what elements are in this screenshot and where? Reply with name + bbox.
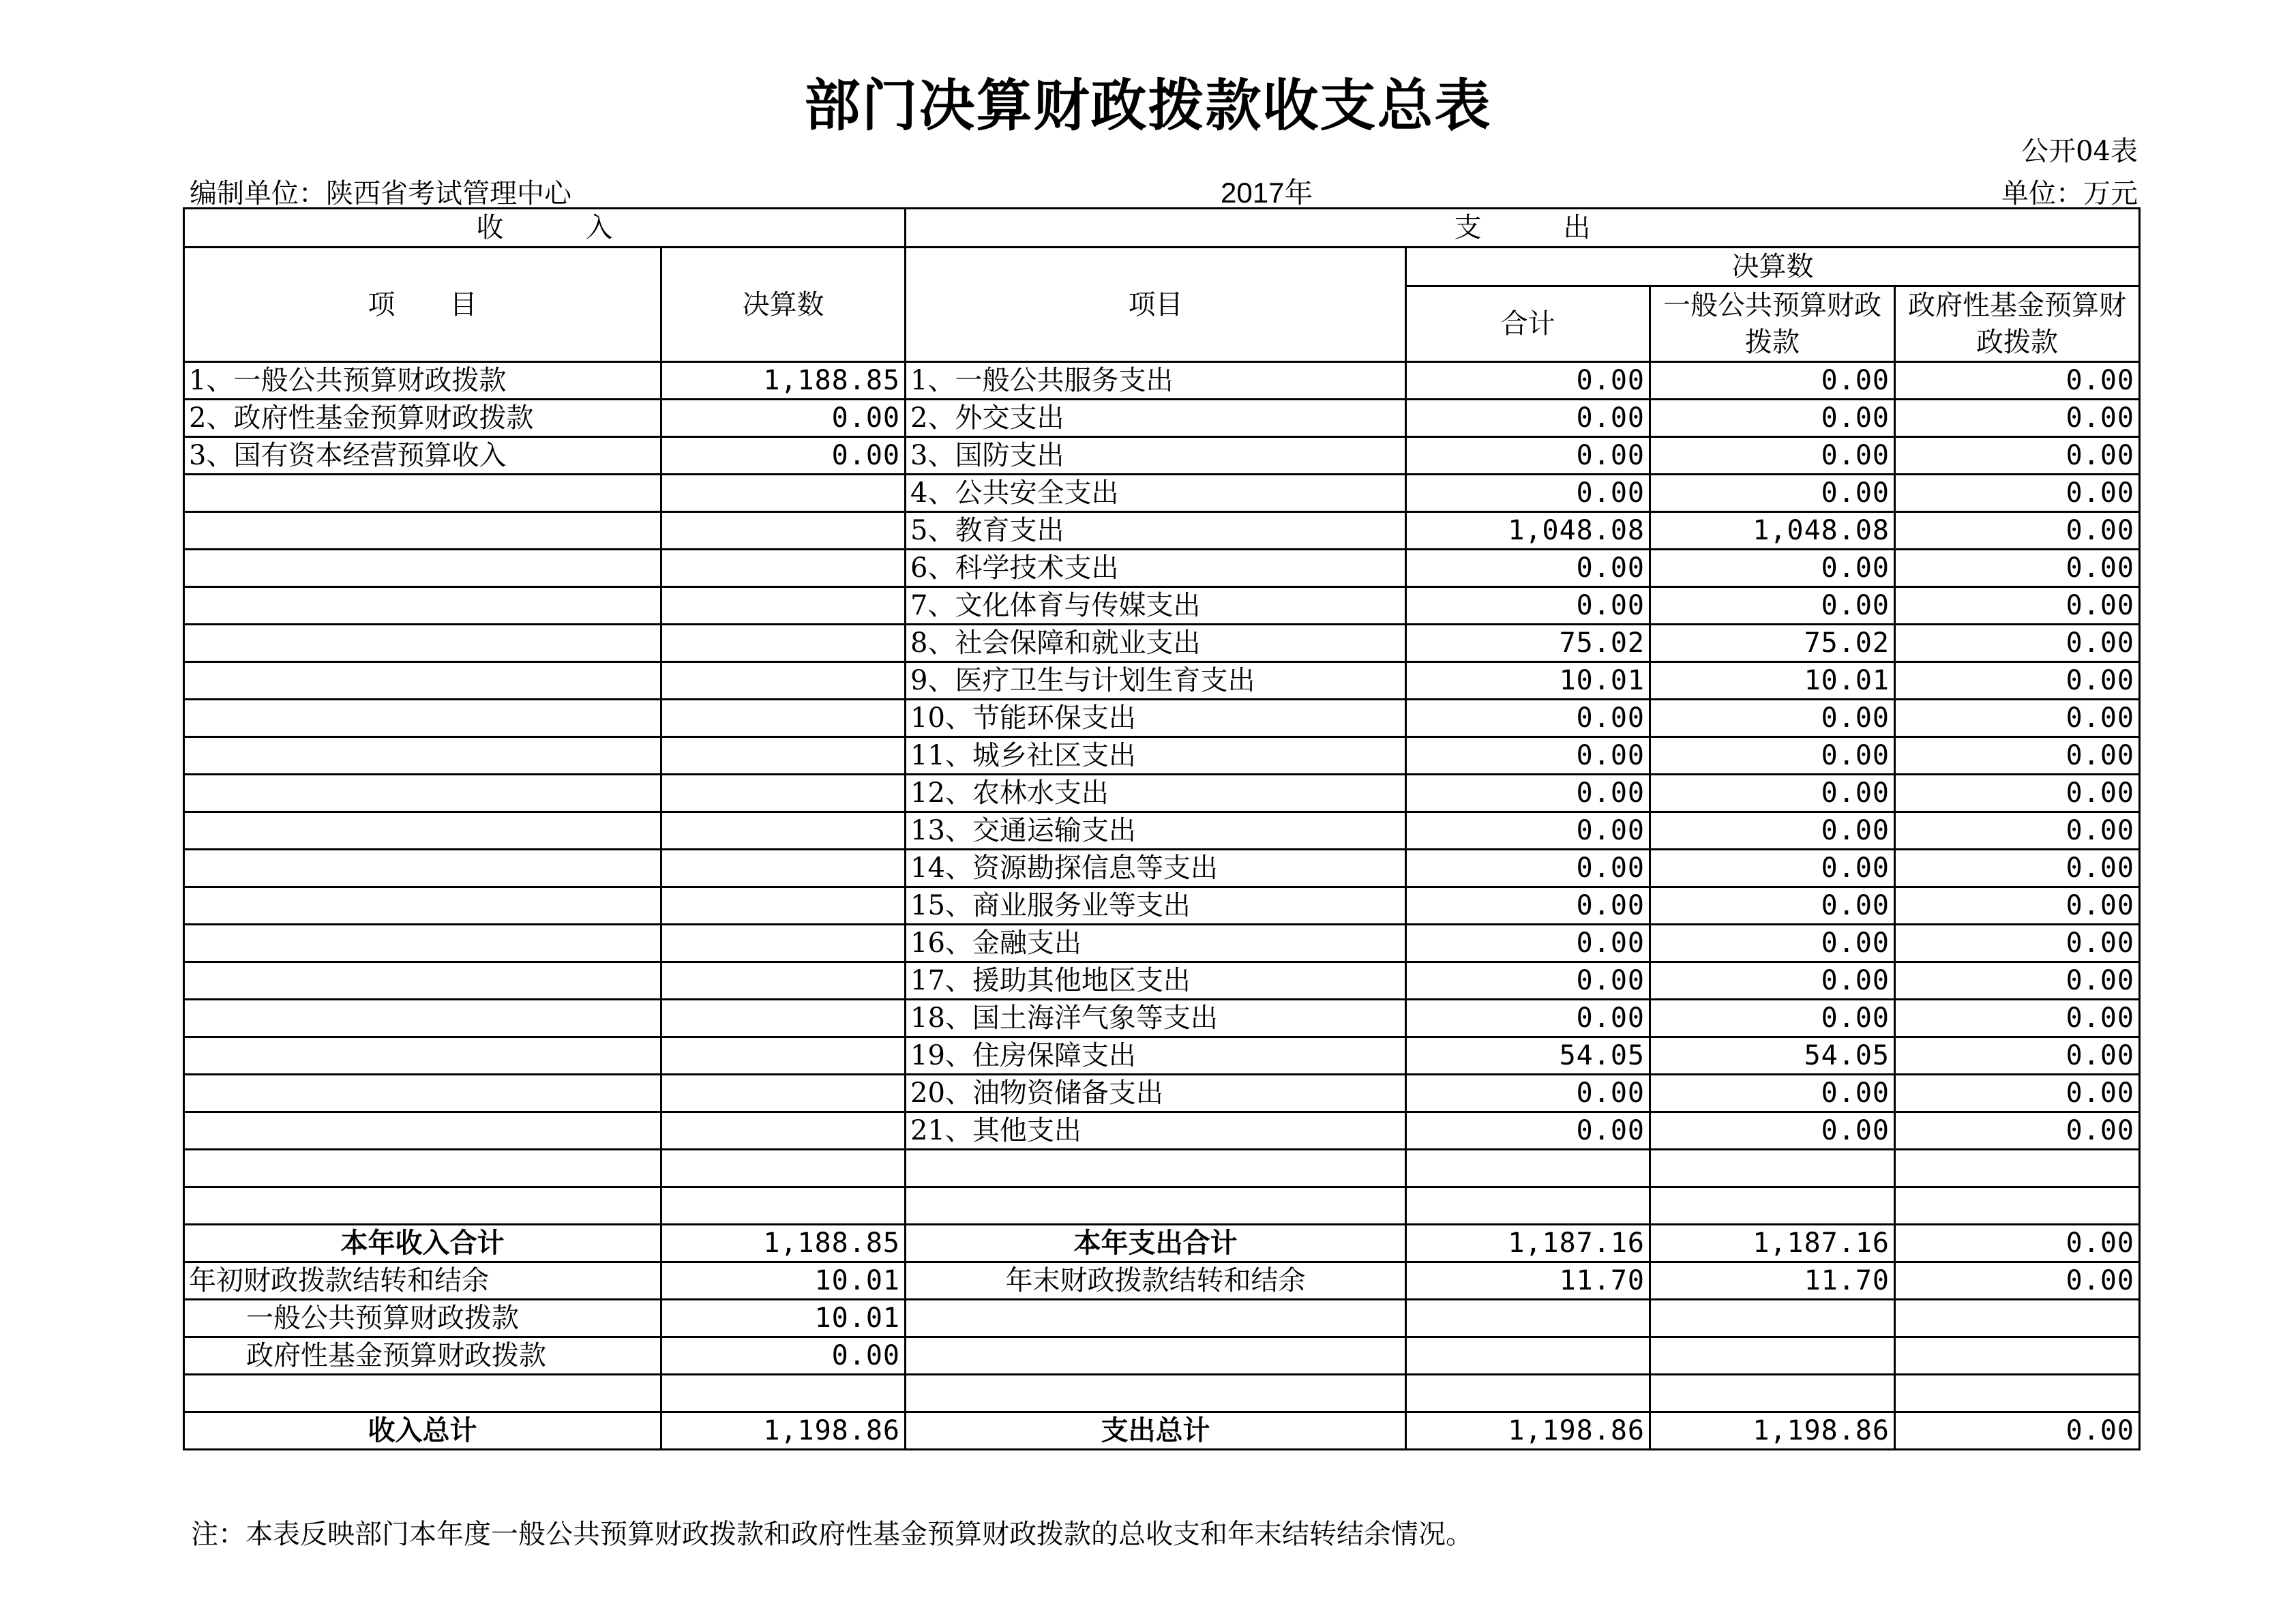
footnote: 注：本表反映部门本年度一般公共预算财政拨款和政府性基金预算财政拨款的总收支和年末结转结余情况。	[191, 1519, 1473, 1550]
begin-fund-label: 政府性基金预算财政拨款	[184, 1337, 661, 1375]
end-carryover-fund: 0.00	[1895, 1262, 2140, 1300]
expense-total: 0.00	[1406, 550, 1650, 587]
expense-header: 支 出	[906, 209, 2140, 248]
expense-item: 10、节能环保支出	[906, 700, 1406, 737]
expense-general	[1650, 1150, 1895, 1187]
expense-fund: 0.00	[1895, 1075, 2140, 1112]
income-value	[661, 625, 906, 662]
begin-fund-row	[184, 1337, 2140, 1375]
expense-total: 0.00	[1406, 1000, 1650, 1037]
income-item	[184, 512, 661, 550]
income-value: 1,188.85	[661, 362, 906, 400]
expense-fund: 0.00	[1895, 887, 2140, 925]
table-row	[184, 400, 2140, 437]
income-item	[184, 662, 661, 700]
blank-row	[184, 1375, 2140, 1412]
expense-item: 12、农林水支出	[906, 775, 1406, 812]
year-expense-fund: 0.00	[1895, 1225, 2140, 1262]
income-value	[661, 1000, 906, 1037]
income-item: 3、国有资本经营预算收入	[184, 437, 661, 475]
income-value	[661, 887, 906, 925]
expense-general: 0.00	[1650, 700, 1895, 737]
expense-general: 1,048.08	[1650, 512, 1895, 550]
expense-general: 0.00	[1650, 400, 1895, 437]
income-value	[661, 1075, 906, 1112]
table-row	[184, 362, 2140, 400]
expense-item: 1、一般公共服务支出	[906, 362, 1406, 400]
empty-cell	[1650, 1337, 1895, 1375]
income-item	[184, 550, 661, 587]
expense-fund: 0.00	[1895, 587, 2140, 625]
income-value	[661, 775, 906, 812]
grand-total-row	[184, 1412, 2140, 1450]
empty-cell	[184, 1375, 661, 1412]
expense-fund: 0.00	[1895, 550, 2140, 587]
form-number: 公开04表	[2021, 136, 2138, 167]
table-row	[184, 512, 2140, 550]
carryover-row	[184, 1262, 2140, 1300]
expense-general: 0.00	[1650, 550, 1895, 587]
expense-fund: 0.00	[1895, 400, 2140, 437]
income-value: 0.00	[661, 437, 906, 475]
expense-fund	[1895, 1187, 2140, 1225]
expense-general: 0.00	[1650, 850, 1895, 887]
expense-item: 7、文化体育与传媒支出	[906, 587, 1406, 625]
income-value	[661, 850, 906, 887]
expense-total: 75.02	[1406, 625, 1650, 662]
table-row	[184, 700, 2140, 737]
expense-item: 5、教育支出	[906, 512, 1406, 550]
income-value	[661, 512, 906, 550]
income-value	[661, 925, 906, 962]
year-expense-total: 1,187.16	[1406, 1225, 1650, 1262]
expense-fund: 0.00	[1895, 625, 2140, 662]
expense-item: 6、科学技术支出	[906, 550, 1406, 587]
expense-grand-total-label: 支出总计	[906, 1412, 1406, 1450]
empty-cell	[1895, 1300, 2140, 1337]
expense-grand-total-fund: 0.00	[1895, 1412, 2140, 1450]
expense-general: 0.00	[1650, 812, 1895, 850]
expense-fund: 0.00	[1895, 962, 2140, 1000]
income-value	[661, 1112, 906, 1150]
income-item	[184, 1112, 661, 1150]
income-item	[184, 962, 661, 1000]
expense-item: 17、援助其他地区支出	[906, 962, 1406, 1000]
begin-general-row	[184, 1300, 2140, 1337]
expense-total: 0.00	[1406, 775, 1650, 812]
expense-item: 4、公共安全支出	[906, 475, 1406, 512]
begin-carryover-label: 年初财政拨款结转和结余	[184, 1262, 661, 1300]
expense-general: 54.05	[1650, 1037, 1895, 1075]
income-item	[184, 1150, 661, 1187]
expense-general: 0.00	[1650, 962, 1895, 1000]
expense-total: 0.00	[1406, 850, 1650, 887]
table-row	[184, 887, 2140, 925]
expense-general: 0.00	[1650, 1112, 1895, 1150]
header-row-1	[184, 209, 2140, 248]
expense-fund: 0.00	[1895, 437, 2140, 475]
expense-settlement-header: 决算数	[1406, 248, 2140, 286]
income-value	[661, 812, 906, 850]
table-row	[184, 925, 2140, 962]
table-row	[184, 1000, 2140, 1037]
expense-grand-total-general: 1,198.86	[1650, 1412, 1895, 1450]
income-grand-total-label: 收入总计	[184, 1412, 661, 1450]
income-value	[661, 1150, 906, 1187]
report-year: 2017年	[1221, 177, 1313, 209]
income-value	[661, 737, 906, 775]
income-value	[661, 700, 906, 737]
income-item: 2、政府性基金预算财政拨款	[184, 400, 661, 437]
table-row	[184, 962, 2140, 1000]
table-row	[184, 625, 2140, 662]
expense-item	[906, 1187, 1406, 1225]
expense-total: 0.00	[1406, 437, 1650, 475]
page-title: 部门决算财政拨款收支总表	[804, 74, 1492, 138]
empty-cell	[661, 1375, 906, 1412]
table-row	[184, 775, 2140, 812]
income-item-header: 项 目	[184, 248, 661, 362]
income-item	[184, 737, 661, 775]
compiling-unit: 编制单位：陕西省考试管理中心	[190, 178, 571, 209]
empty-cell	[1406, 1300, 1650, 1337]
fiscal-summary-table	[183, 207, 2141, 1450]
income-item	[184, 925, 661, 962]
expense-total	[1406, 1150, 1650, 1187]
expense-general: 75.02	[1650, 625, 1895, 662]
expense-grand-total: 1,198.86	[1406, 1412, 1650, 1450]
expense-fund: 0.00	[1895, 812, 2140, 850]
expense-item: 20、油物资储备支出	[906, 1075, 1406, 1112]
expense-item: 18、国土海洋气象等支出	[906, 1000, 1406, 1037]
expense-general: 0.00	[1650, 475, 1895, 512]
table-row	[184, 1187, 2140, 1225]
expense-item: 15、商业服务业等支出	[906, 887, 1406, 925]
table-row	[184, 587, 2140, 625]
currency-unit: 单位：万元	[2001, 178, 2138, 209]
expense-fund: 0.00	[1895, 775, 2140, 812]
expense-total	[1406, 1187, 1650, 1225]
income-value	[661, 662, 906, 700]
table-row	[184, 737, 2140, 775]
income-item	[184, 812, 661, 850]
header-row-2	[184, 248, 2140, 286]
income-item	[184, 1037, 661, 1075]
table-row	[184, 1037, 2140, 1075]
empty-cell	[1650, 1375, 1895, 1412]
expense-general	[1650, 1187, 1895, 1225]
income-value: 0.00	[661, 400, 906, 437]
begin-fund-value: 0.00	[661, 1337, 906, 1375]
expense-total: 0.00	[1406, 587, 1650, 625]
begin-general-label: 一般公共预算财政拨款	[184, 1300, 661, 1337]
expense-general: 0.00	[1650, 737, 1895, 775]
expense-item: 16、金融支出	[906, 925, 1406, 962]
income-item	[184, 1187, 661, 1225]
income-settlement-header: 决算数	[661, 248, 906, 362]
empty-cell	[906, 1375, 1406, 1412]
year-expense-label: 本年支出合计	[906, 1225, 1406, 1262]
expense-total: 0.00	[1406, 362, 1650, 400]
table-row	[184, 662, 2140, 700]
income-item	[184, 587, 661, 625]
expense-fund: 0.00	[1895, 850, 2140, 887]
table-row	[184, 850, 2140, 887]
expense-total: 0.00	[1406, 737, 1650, 775]
expense-item	[906, 1150, 1406, 1187]
expense-fund: 0.00	[1895, 475, 2140, 512]
expense-item: 3、国防支出	[906, 437, 1406, 475]
expense-fund: 0.00	[1895, 737, 2140, 775]
expense-total: 0.00	[1406, 925, 1650, 962]
income-item	[184, 887, 661, 925]
expense-total: 0.00	[1406, 400, 1650, 437]
expense-fund: 0.00	[1895, 1000, 2140, 1037]
expense-general: 10.01	[1650, 662, 1895, 700]
table-row	[184, 550, 2140, 587]
income-value	[661, 1037, 906, 1075]
expense-total: 0.00	[1406, 475, 1650, 512]
year-total-row	[184, 1225, 2140, 1262]
empty-cell	[1406, 1375, 1650, 1412]
expense-item: 9、医疗卫生与计划生育支出	[906, 662, 1406, 700]
income-item: 1、一般公共预算财政拨款	[184, 362, 661, 400]
expense-general: 0.00	[1650, 775, 1895, 812]
expense-total: 0.00	[1406, 1075, 1650, 1112]
expense-fund: 0.00	[1895, 662, 2140, 700]
expense-fund: 0.00	[1895, 1037, 2140, 1075]
income-item	[184, 850, 661, 887]
expense-total: 1,048.08	[1406, 512, 1650, 550]
income-value	[661, 962, 906, 1000]
fund-budget-header: 政府性基金预算财政拨款	[1895, 286, 2140, 362]
expense-item: 21、其他支出	[906, 1112, 1406, 1150]
expense-general: 0.00	[1650, 362, 1895, 400]
year-income-label: 本年收入合计	[184, 1225, 661, 1262]
expense-total: 0.00	[1406, 962, 1650, 1000]
expense-fund: 0.00	[1895, 925, 2140, 962]
empty-cell	[1895, 1337, 2140, 1375]
income-header: 收 入	[184, 209, 906, 248]
income-value	[661, 587, 906, 625]
year-expense-general: 1,187.16	[1650, 1225, 1895, 1262]
expense-general: 0.00	[1650, 1075, 1895, 1112]
empty-cell	[1406, 1337, 1650, 1375]
total-header: 合计	[1406, 286, 1650, 362]
empty-cell	[1650, 1300, 1895, 1337]
table-row	[184, 475, 2140, 512]
expense-general: 0.00	[1650, 925, 1895, 962]
expense-general: 0.00	[1650, 437, 1895, 475]
expense-fund: 0.00	[1895, 700, 2140, 737]
expense-item: 13、交通运输支出	[906, 812, 1406, 850]
expense-general: 0.00	[1650, 1000, 1895, 1037]
empty-cell	[1895, 1375, 2140, 1412]
expense-total: 0.00	[1406, 700, 1650, 737]
expense-fund: 0.00	[1895, 1112, 2140, 1150]
general-budget-header: 一般公共预算财政拨款	[1650, 286, 1895, 362]
end-carryover-label: 年末财政拨款结转和结余	[906, 1262, 1406, 1300]
income-item	[184, 475, 661, 512]
expense-fund: 0.00	[1895, 362, 2140, 400]
end-carryover-total: 11.70	[1406, 1262, 1650, 1300]
income-item	[184, 1075, 661, 1112]
year-income-value: 1,188.85	[661, 1225, 906, 1262]
income-value	[661, 475, 906, 512]
empty-cell	[906, 1337, 1406, 1375]
expense-total: 0.00	[1406, 812, 1650, 850]
expense-item: 19、住房保障支出	[906, 1037, 1406, 1075]
expense-total: 10.01	[1406, 662, 1650, 700]
begin-general-value: 10.01	[661, 1300, 906, 1337]
expense-total: 0.00	[1406, 1112, 1650, 1150]
expense-fund	[1895, 1150, 2140, 1187]
table-row	[184, 812, 2140, 850]
table-row	[184, 437, 2140, 475]
expense-item: 11、城乡社区支出	[906, 737, 1406, 775]
income-value	[661, 550, 906, 587]
income-item	[184, 1000, 661, 1037]
expense-total: 54.05	[1406, 1037, 1650, 1075]
expense-general: 0.00	[1650, 887, 1895, 925]
income-item	[184, 625, 661, 662]
expense-general: 0.00	[1650, 587, 1895, 625]
expense-item: 8、社会保障和就业支出	[906, 625, 1406, 662]
table-row	[184, 1112, 2140, 1150]
income-value	[661, 1187, 906, 1225]
expense-total: 0.00	[1406, 887, 1650, 925]
income-grand-total: 1,198.86	[661, 1412, 906, 1450]
table-row	[184, 1075, 2140, 1112]
table-row	[184, 1150, 2140, 1187]
expense-fund: 0.00	[1895, 512, 2140, 550]
begin-carryover-value: 10.01	[661, 1262, 906, 1300]
expense-item-header: 项目	[906, 248, 1406, 362]
empty-cell	[906, 1300, 1406, 1337]
end-carryover-general: 11.70	[1650, 1262, 1895, 1300]
income-item	[184, 775, 661, 812]
expense-item: 14、资源勘探信息等支出	[906, 850, 1406, 887]
expense-item: 2、外交支出	[906, 400, 1406, 437]
income-item	[184, 700, 661, 737]
